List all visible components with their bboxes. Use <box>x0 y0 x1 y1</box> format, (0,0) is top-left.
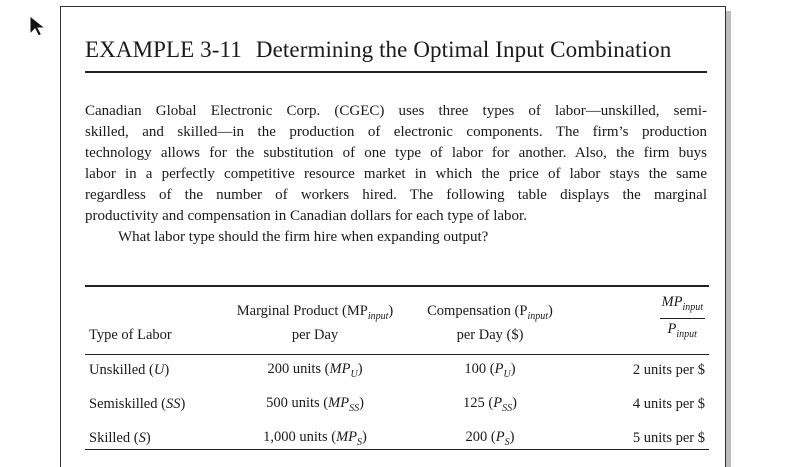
textbook-page <box>60 6 726 467</box>
problem-paragraph <box>85 101 707 248</box>
paragraph-line: regardless of the number of workers hired. The following table displays the marginal <box>85 187 707 203</box>
paragraph-line: skilled, and skilled—in the production of electronic components. The firm’s production <box>85 124 707 140</box>
paragraph-line: Canadian Global Electronic Corp. (CGEC) uses three types of labor—unskilled, semi- <box>85 103 707 119</box>
mouse-pointer-icon <box>28 14 50 38</box>
cell-mp: 200 units $(MP_U)$ <box>215 354 415 389</box>
table-header-row <box>85 286 709 354</box>
question-line: What labor type should the firm hire when expanding output? <box>118 229 489 245</box>
cell-type: Skilled (S) <box>89 430 151 447</box>
table-row <box>85 354 709 389</box>
cell-type: Semiskilled (SS) <box>89 396 186 413</box>
example-heading: Determining the Optimal Input Combination <box>255 37 672 62</box>
cell-comp: 200 $(P_S)$ <box>465 429 515 449</box>
example-title <box>85 37 705 63</box>
cell-type: Unskilled (U) <box>85 354 215 389</box>
paragraph-line: productivity and compensation in Canadian dollars for each type of labor. <box>85 208 527 224</box>
example-number: EXAMPLE 3-11 <box>85 37 242 62</box>
table-bottom-rule <box>85 449 709 450</box>
title-rule <box>85 71 707 73</box>
cell-comp: 125 $(P_{SS})$ <box>463 395 517 415</box>
cell-ratio: 2 units per $ <box>565 354 709 389</box>
ratio-fraction: $\frac{MP_{input}}{P_{input}}$ <box>661 294 703 340</box>
paragraph-line: labor in a perfectly competitive resource market in which the price of labor stays the same <box>85 166 707 182</box>
cell-mp: 500 units $(MP_{SS})$ <box>266 395 364 415</box>
cell-mp: 1,000 units $(MP_S)$ <box>263 429 367 449</box>
header-type: Type of Labor <box>89 326 172 343</box>
table-row <box>85 389 709 423</box>
cell-ratio: 5 units per $ <box>632 430 705 447</box>
header-compensation: Compensation $(P_{input})$ per Day ($) <box>427 302 553 343</box>
cell-ratio: 4 units per $ <box>632 396 705 413</box>
header-ratio <box>565 286 709 354</box>
table-row <box>85 423 709 457</box>
cell-comp: 100 $(P_U)$ <box>415 354 565 389</box>
header-marginal-product: Marginal Product $(MP_{input})$ per Day <box>236 302 394 343</box>
paragraph-line: technology allows for the substitution of one type of labor for another. Also, the firm buys <box>85 145 707 161</box>
labor-table <box>85 285 709 457</box>
